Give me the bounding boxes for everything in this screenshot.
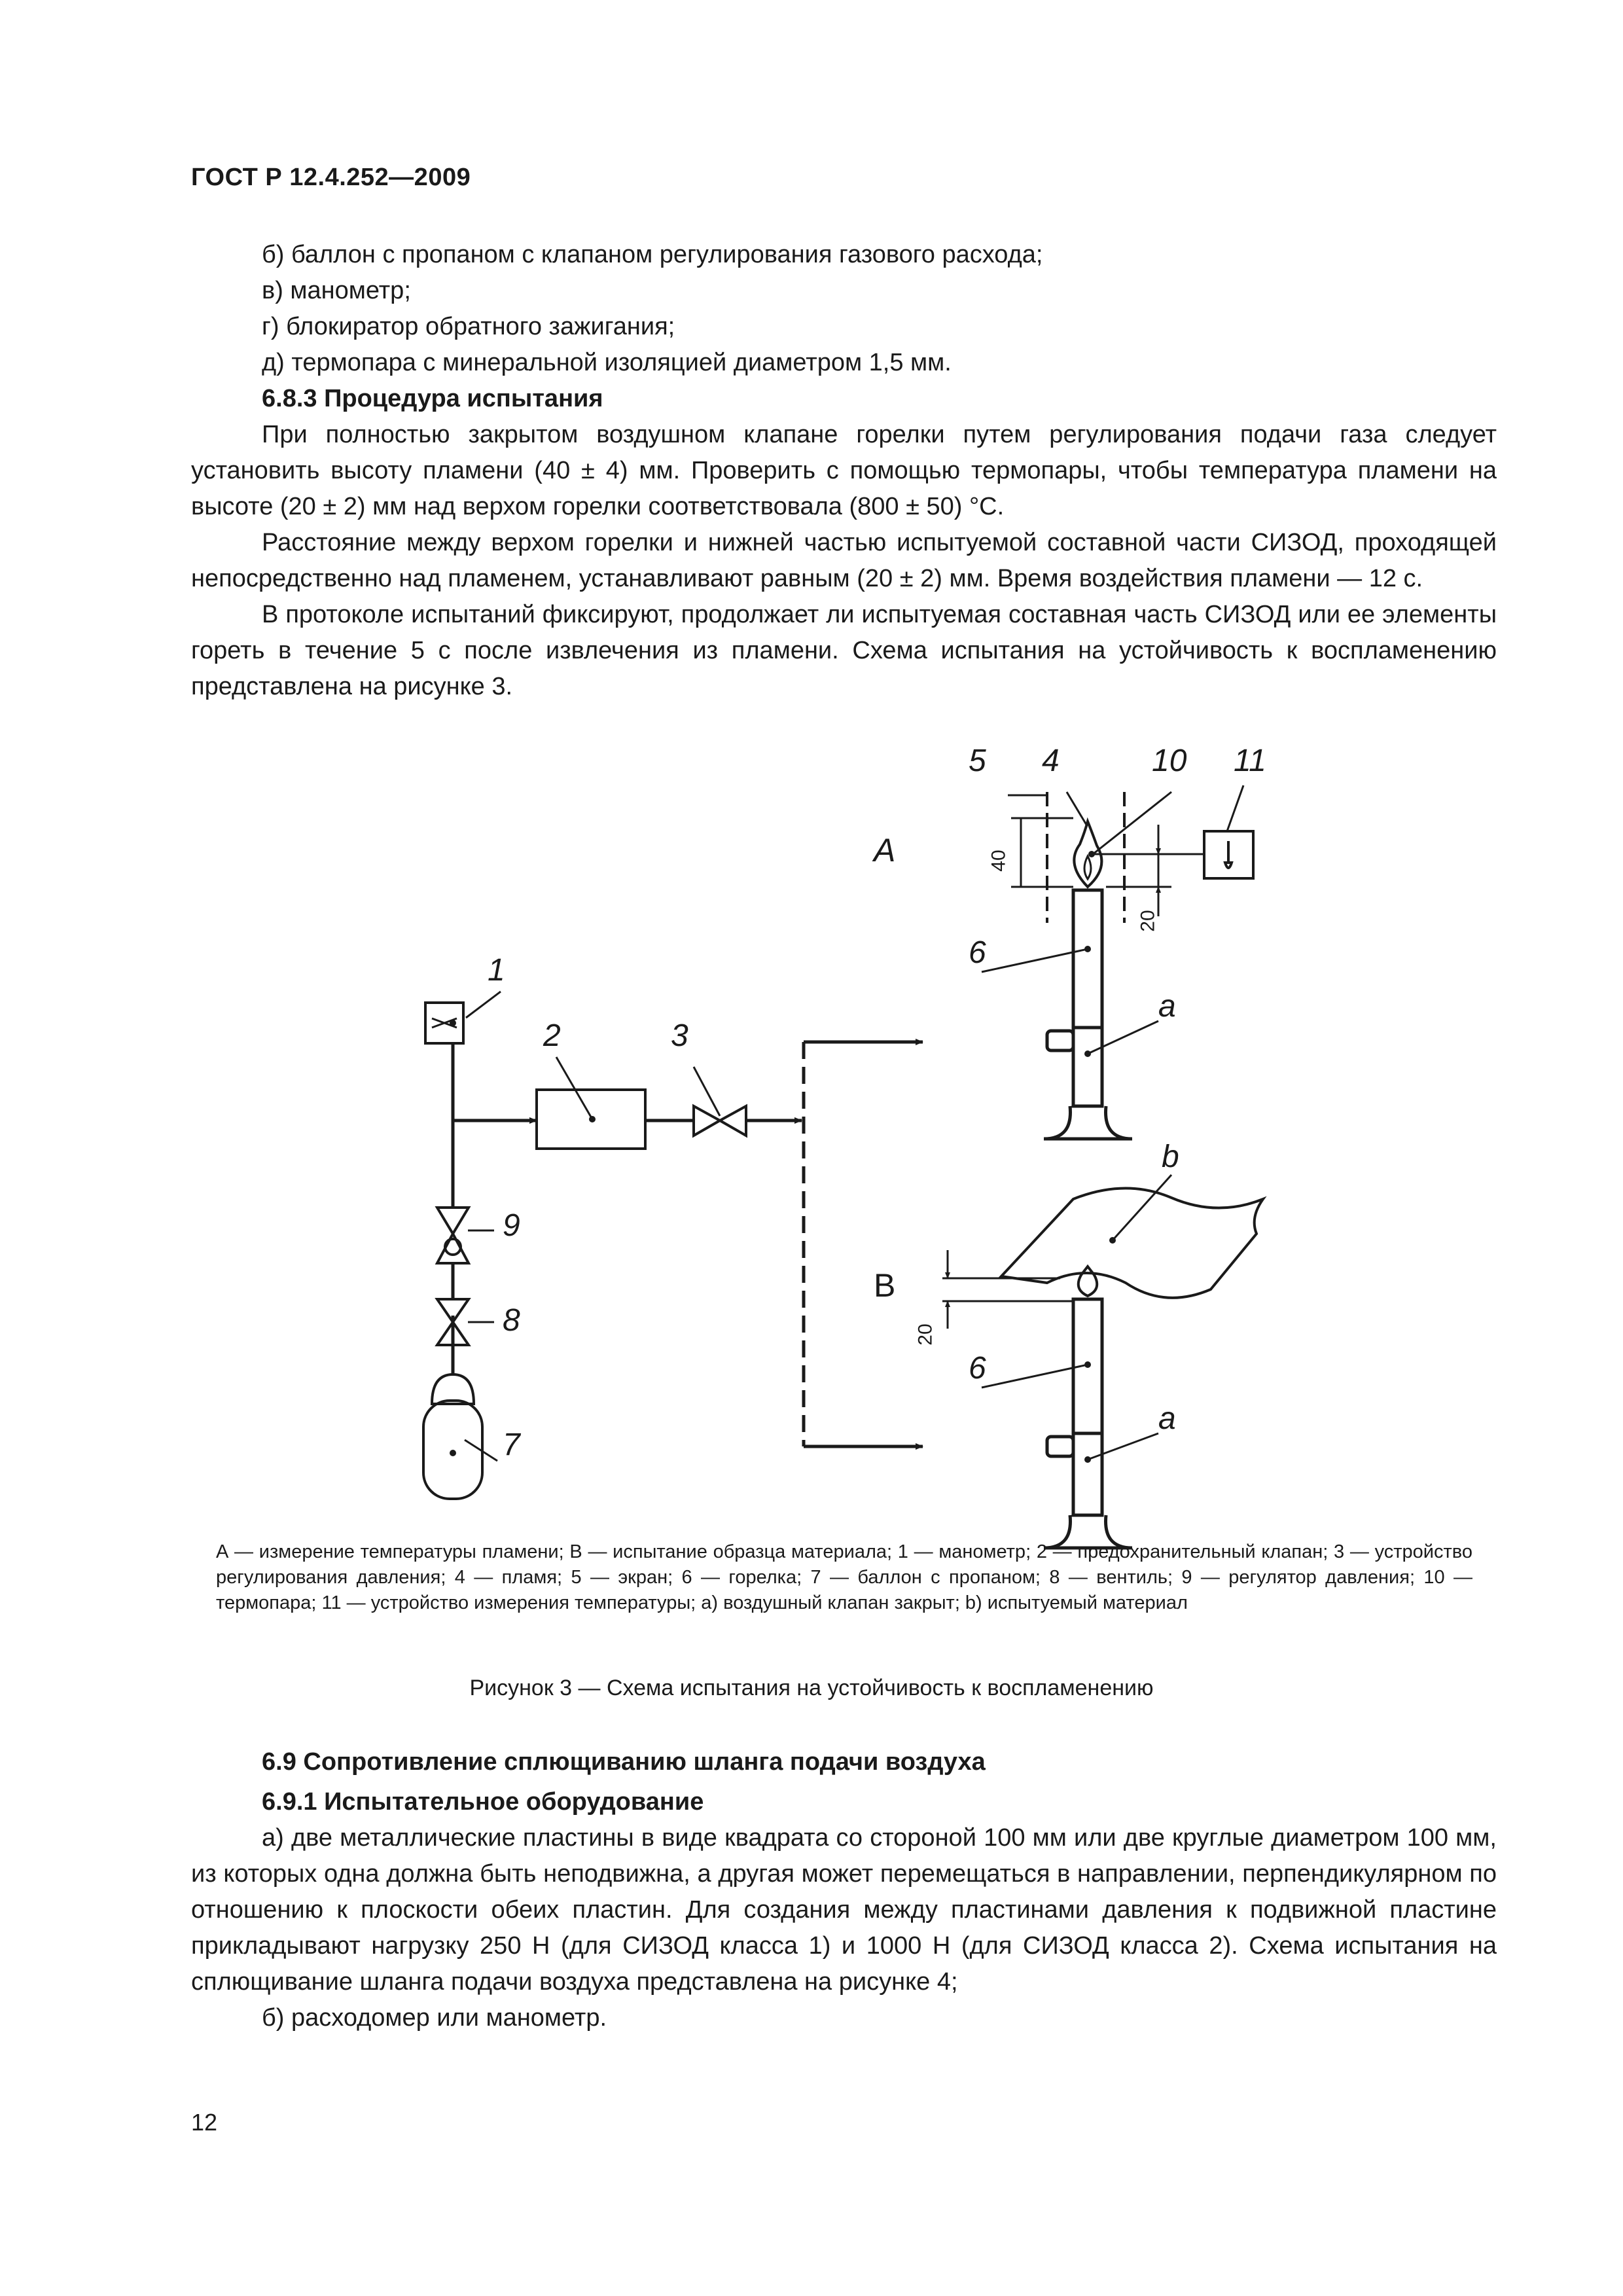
figure-legend — [216, 1539, 1472, 1616]
label-a-bottom: a — [1158, 1401, 1176, 1436]
label-3: 3 — [671, 1018, 688, 1053]
label-7: 7 — [503, 1427, 520, 1462]
paragraph: а) две металлические пластины в виде квадрата со стороной 100 мм или две круглые диаметром 100 мм, из которых одна должна быть неподвижна, а другая может перемещаться в направлении, перпендикулярном по отношению к плоскости обеих пластин. Для создания между пластинами давления к подвижной пластине прикладывают нагрузку 250 Н (для СИЗОД класса 1) и 1000 Н (для СИЗОД класса 2). Схема испытания на сплющивание шланга подачи воздуха представлена на рисунке 4; — [191, 1824, 1497, 1996]
legend-text: А — измерение температуры пламени; В — испытание образца материала; 1 — манометр; 2 — предохранительный клапан; 3 — устройство регулирования давления; 4 — пламя; 5 — экран; 6 — горелка; 7 — баллон с пропаном; 8 — вентиль; 9 — регулятор давления; 10 — термопара; 11 — устройство измерения температуры; a) воздушный клапан закрыт; b) испытуемый материал — [216, 1541, 1472, 1613]
label-6-bottom: 6 — [969, 1351, 986, 1386]
pressure-regulator-icon — [437, 1208, 469, 1263]
label-4: 4 — [1042, 744, 1060, 778]
pressure-control-valve-icon — [694, 1106, 746, 1136]
label-5: 5 — [969, 744, 986, 778]
list-item: в) манометр; — [262, 277, 411, 304]
safety-valve-icon — [537, 1090, 645, 1149]
list-item: д) термопара с минеральной изоляцией диаметром 1,5 мм. — [262, 349, 952, 376]
label-b: b — [1162, 1139, 1179, 1174]
paragraph: В протоколе испытаний фиксируют, продолжает ли испытуемая составная часть СИЗОД или ее элементы гореть в течение 5 с после извлечения из пламени. Схема испытания на устойчивость к воспламенению представлена на рисунке 3. — [191, 601, 1497, 700]
valve-icon — [437, 1299, 469, 1345]
label-a-top: a — [1158, 989, 1176, 1024]
paragraph: При полностью закрытом воздушном клапане горелки путем регулирования подачи газа следует установить высоту пламени (40 ± 4) мм. Проверить с помощью термопары, чтобы температура пламени на высоте (20 ± 2) мм над верхом горелки соответствовала (800 ± 50) °С. — [191, 421, 1497, 520]
figure-caption: Рисунок 3 — Схема испытания на устойчивость к воспламенению — [469, 1676, 1154, 1700]
section-heading: 6.9 Сопротивление сплющиванию шланга подачи воздуха — [262, 1748, 986, 1776]
dimension-20-b: 20 — [914, 1323, 936, 1346]
temperature-device-icon — [1204, 831, 1253, 878]
section-6-8-text — [191, 237, 1497, 705]
flame-icon — [1074, 821, 1101, 887]
list-item: г) блокиратор обратного зажигания; — [262, 313, 675, 340]
list-item: б) баллон с пропаном с клапаном регулирования газового расхода; — [262, 241, 1043, 268]
dimension-40: 40 — [988, 850, 1010, 872]
label-9: 9 — [503, 1208, 520, 1243]
burner-a — [1044, 821, 1132, 1139]
label-6-top: 6 — [969, 935, 986, 970]
label-1: 1 — [488, 953, 505, 988]
document-header: ГОСТ Р 12.4.252—2009 — [191, 164, 471, 191]
label-B: В — [874, 1267, 896, 1304]
label-2: 2 — [543, 1018, 561, 1053]
dimension-20-a: 20 — [1137, 910, 1159, 932]
label-A: А — [874, 832, 896, 869]
subsection-heading: 6.9.1 Испытательное оборудование — [262, 1788, 704, 1816]
label-11: 11 — [1234, 744, 1266, 778]
burner-b — [1044, 1266, 1132, 1548]
section-6-9-text — [191, 1744, 1497, 2036]
paragraph: Расстояние между верхом горелки и нижней частью испытуемой составной части СИЗОД, проходящей непосредственно над пламенем, устанавливают равным (20 ± 2) мм. Время воздействия пламени — 12 с. — [191, 529, 1497, 592]
label-10: 10 — [1152, 744, 1187, 778]
label-8: 8 — [503, 1303, 520, 1338]
propane-cylinder-icon — [432, 1374, 474, 1404]
section-heading: 6.8.3 Процедура испытания — [262, 385, 603, 412]
page-number: 12 — [191, 2109, 218, 2136]
manometer-icon — [425, 1003, 463, 1043]
test-material — [1001, 1188, 1263, 1297]
paragraph: б) расходомер или манометр. — [262, 2004, 607, 2032]
